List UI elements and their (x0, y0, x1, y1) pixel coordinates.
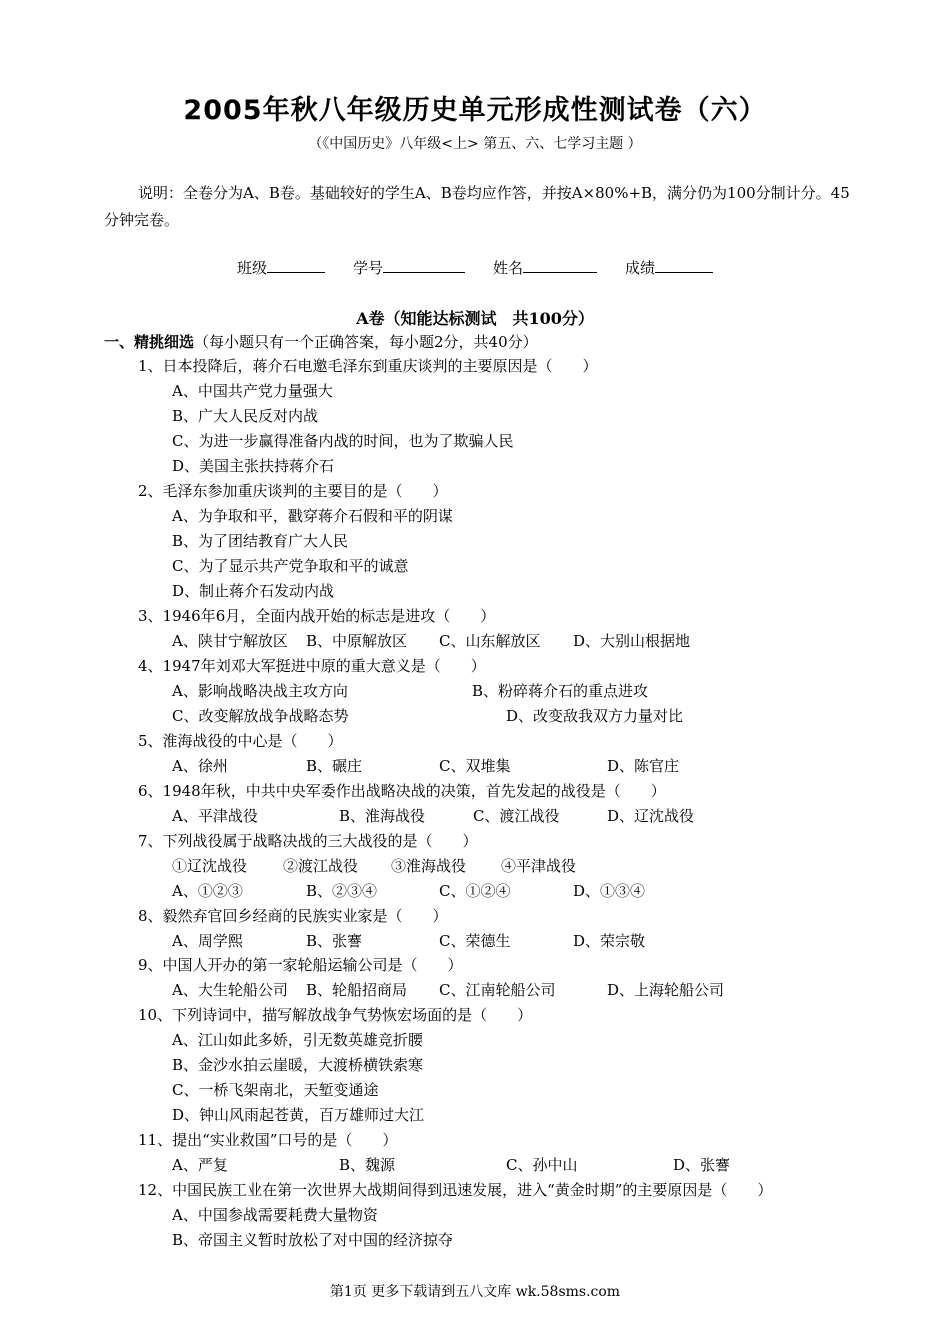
question-4: 4、1947年刘邓大军挺进中原的重大意义是（ ） (138, 657, 486, 675)
option-4d: D、改变敌我双方力量对比 (506, 707, 684, 725)
score-field[interactable]: 成绩 (625, 256, 713, 278)
option-1a: A、中国共产党力量强大 (172, 382, 333, 400)
option-4c: C、改变解放战争战略态势 (172, 707, 349, 725)
class-field[interactable]: 班级 (237, 256, 325, 278)
option-9b: B、轮船招商局 (306, 981, 408, 999)
option-11c: C、孙中山 (506, 1156, 578, 1174)
option-5c: C、双堆集 (439, 757, 511, 775)
name-field[interactable]: 姓名 (493, 256, 597, 278)
option-2a: A、为争取和平，戳穿蒋介石假和平的阴谋 (172, 507, 453, 525)
question-1: 1、日本投降后，蒋介石电邀毛泽东到重庆谈判的主要原因是（ ） (138, 357, 598, 375)
option-12a: A、中国参战需要耗费大量物资 (172, 1206, 378, 1224)
instructions-note: 说明：全卷分为A、B卷。基础较好的学生A、B卷均应作答，并按A×80%+B，满分仍为100分制计分。45分钟完卷。 (104, 184, 850, 229)
option-6c: C、渡江战役 (473, 807, 560, 825)
option-9a: A、大生轮船公司 (172, 981, 288, 999)
option-3d: D、大别山根据地 (573, 632, 691, 650)
part-one-heading: 一、精挑细选（每小题只有一个正确答案，每小题2分，共40分） (104, 333, 538, 351)
option-10a: A、江山如此多娇，引无数英雄竞折腰 (172, 1031, 423, 1049)
option-11d: D、张謇 (673, 1156, 731, 1174)
option-7d: D、①③④ (573, 882, 646, 900)
page-subtitle: （《中国历史》八年级<上> 第五、六、七学习主题 ） (308, 136, 642, 152)
option-8d: D、荣宗敬 (573, 932, 646, 950)
question-11: 11、提出“实业救国”口号的是（ ） (138, 1131, 398, 1149)
option-6d: D、辽沈战役 (607, 807, 695, 825)
option-1b: B、广大人民反对内战 (172, 407, 319, 425)
option-11a: A、严复 (172, 1156, 228, 1174)
option-7a: A、①②③ (172, 882, 243, 900)
option-1d: D、美国主张扶持蒋介石 (172, 457, 335, 475)
question-5: 5、淮海战役的中心是（ ） (138, 732, 343, 750)
option-3a: A、陕甘宁解放区 (172, 632, 288, 650)
question-9: 9、中国人开办的第一家轮船运输公司是（ ） (138, 956, 463, 974)
option-6a: A、平津战役 (172, 807, 258, 825)
option-12b: B、帝国主义暂时放松了对中国的经济掠夺 (172, 1231, 454, 1249)
option-10c: C、一桥飞架南北，天堑变通途 (172, 1081, 379, 1099)
student-info-row (0, 256, 950, 278)
option-9c: C、江南轮船公司 (439, 981, 556, 999)
item-7-2: ②渡江战役 (283, 857, 359, 875)
item-7-3: ③淮海战役 (391, 857, 467, 875)
option-7c: C、①②④ (439, 882, 511, 900)
student-number-field[interactable]: 学号 (353, 256, 465, 278)
question-7: 7、下列战役属于战略决战的三大战役的是（ ） (138, 832, 478, 850)
option-2c: C、为了显示共产党争取和平的诚意 (172, 557, 409, 575)
page-footer: 第1页 更多下载请到五八文库 wk.58sms.com (329, 1284, 621, 1300)
option-11b: B、魏源 (339, 1156, 396, 1174)
option-4a: A、影响战略决战主攻方向 (172, 682, 348, 700)
question-8: 8、毅然弃官回乡经商的民族实业家是（ ） (138, 907, 448, 925)
question-12: 12、中国民族工业在第一次世界大战期间得到迅速发展，进入“黄金时期”的主要原因是（ ） (138, 1181, 773, 1199)
option-5b: B、碾庄 (306, 757, 363, 775)
option-1c: C、为进一步赢得准备内战的时间，也为了欺骗人民 (172, 432, 514, 450)
item-7-4: ④平津战役 (501, 857, 577, 875)
question-10: 10、下列诗词中，描写解放战争气势恢宏场面的是（ ） (138, 1006, 533, 1024)
option-2b: B、为了团结教育广大人民 (172, 532, 349, 550)
option-3b: B、中原解放区 (306, 632, 408, 650)
option-7b: B、②③④ (306, 882, 378, 900)
option-5a: A、徐州 (172, 757, 228, 775)
option-2d: D、制止蒋介石发动内战 (172, 582, 335, 600)
option-10d: D、钟山风雨起苍黄，百万雄师过大江 (172, 1106, 425, 1124)
section-a-title: A卷（知能达标测试 共100分） (356, 309, 594, 328)
question-6: 6、1948年秋，中共中央军委作出战略决战的决策，首先发起的战役是（ ） (138, 782, 666, 800)
option-5d: D、陈官庄 (607, 757, 680, 775)
question-2: 2、毛泽东参加重庆谈判的主要目的是（ ） (138, 482, 448, 500)
option-10b: B、金沙水拍云崖暖，大渡桥横铁索寒 (172, 1056, 424, 1074)
option-8a: A、周学熙 (172, 932, 243, 950)
option-9d: D、上海轮船公司 (607, 981, 725, 999)
option-6b: B、淮海战役 (339, 807, 426, 825)
question-3: 3、1946年6月，全面内战开始的标志是进攻（ ） (138, 607, 496, 625)
option-8b: B、张謇 (306, 932, 363, 950)
option-3c: C、山东解放区 (439, 632, 541, 650)
option-8c: C、荣德生 (439, 932, 511, 950)
item-7-1: ①辽沈战役 (172, 857, 248, 875)
option-4b: B、粉碎蒋介石的重点进攻 (472, 682, 649, 700)
page-title: 2005年秋八年级历史单元形成性测试卷（六） (183, 95, 767, 126)
